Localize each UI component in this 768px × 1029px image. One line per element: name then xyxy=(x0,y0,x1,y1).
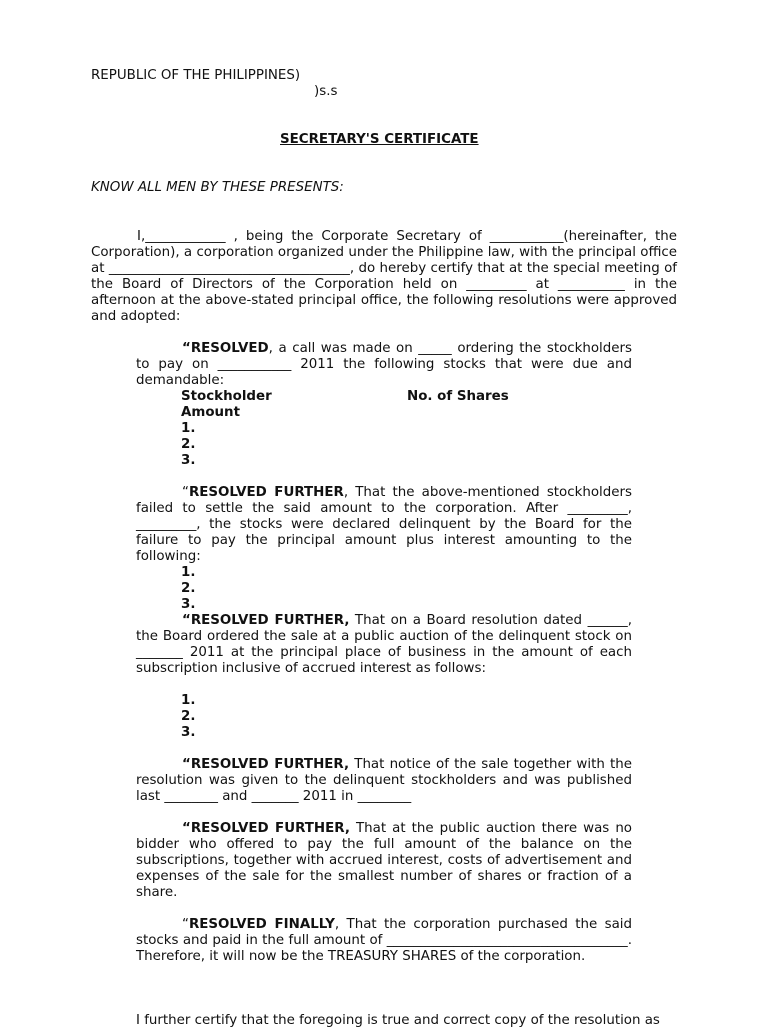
col-stockholder: Stockholder xyxy=(181,389,272,404)
resolution-3-item: 2. xyxy=(181,709,196,724)
resolution-3 xyxy=(136,613,632,677)
resolution-3-item: 3. xyxy=(181,725,196,740)
resolution-1-item: 2. xyxy=(181,437,196,452)
resolution-1-item: 3. xyxy=(181,453,196,468)
resolution-2-item: 2. xyxy=(181,581,196,596)
resolution-2-text: , That the above-mentioned stockholders failed to settle the said amount to the corporation. After _________, _________, the stocks were declared delinquent by the Board for the failure to pay the principal amount plus interest amounting to the following: xyxy=(136,485,632,564)
resolution-1-keyword: RESOLVED xyxy=(190,341,269,356)
resolution-6-keyword: RESOLVED FINALLY xyxy=(188,917,335,932)
resolution-5-quote: “ xyxy=(182,821,191,836)
resolution-5 xyxy=(136,821,632,901)
col-amount: Amount xyxy=(181,405,240,420)
resolution-1-text: , a call was made on _____ ordering the stockholders to pay on ___________ 2011 the following stocks that were due and demandable: xyxy=(136,341,632,388)
resolution-2-item: 3. xyxy=(181,597,196,612)
resolution-2 xyxy=(136,485,632,565)
know-all-men: KNOW ALL MEN BY THESE PRESENTS: xyxy=(91,180,344,195)
resolution-3-keyword: RESOLVED FURTHER, xyxy=(190,613,350,628)
resolution-4-text: That notice of the sale together with the resolution was given to the delinquent stockholders and was published last ________ and _______ 2011 in ________ xyxy=(136,757,633,804)
resolution-6 xyxy=(136,917,632,965)
republic-heading: REPUBLIC OF THE PHILIPPINES) xyxy=(91,68,301,83)
resolution-1 xyxy=(136,341,632,389)
resolution-2-keyword: RESOLVED FURTHER xyxy=(188,485,344,500)
resolution-4 xyxy=(136,757,632,805)
resolution-2-item: 1. xyxy=(181,565,196,580)
resolution-3-text: That on a Board resolution dated ______, the Board ordered the sale at a public auction of the delinquent stock on _______ 2011 at the principal place of business in the amount of each subscription inclusive of accrued interest as follows: xyxy=(136,613,632,676)
resolution-6-quote: “ xyxy=(182,917,189,932)
resolution-1-quote: “ xyxy=(182,341,191,356)
intro-text: I,____________ , being the Corporate Secretary of ___________(hereinafter, the Corporation), a corporation organized under the Philippine law, with the principal office at ____________________________________, do hereby certify that at the special meeting of the Board of Directors of the Corporation held on _________ at __________ in the afternoon at the above-stated principal office, the following resolutions were approved and adopted: xyxy=(91,229,677,324)
resolution-5-text: That at the public auction there was no bidder who offered to pay the full amount of the balance on the subscriptions, together with accrued interest, costs of advertisement and expenses of the sale for the smallest number of shares or fraction of a share. xyxy=(136,821,632,900)
resolution-6-text: , That the corporation purchased the said stocks and paid in the full amount of ____________________________________. Therefore, it will now be the TREASURY SHARES of the corporation. xyxy=(136,917,632,964)
col-shares: No. of Shares xyxy=(407,389,509,404)
ss-marker: )s.s xyxy=(314,84,338,99)
resolution-4-quote: “ xyxy=(182,757,191,772)
intro-paragraph xyxy=(91,229,677,325)
resolution-4-keyword: RESOLVED FURTHER, xyxy=(190,757,350,772)
document-title: SECRETARY'S CERTIFICATE xyxy=(280,132,479,147)
resolution-5-keyword: RESOLVED FURTHER, xyxy=(190,821,350,836)
resolution-1-item: 1. xyxy=(181,421,196,436)
resolution-2-quote: “ xyxy=(182,485,189,500)
resolution-3-quote: “ xyxy=(182,613,191,628)
closing-paragraph: I further certify that the foregoing is true and correct copy of the resolution as xyxy=(136,1013,660,1028)
resolution-3-item: 1. xyxy=(181,693,196,708)
